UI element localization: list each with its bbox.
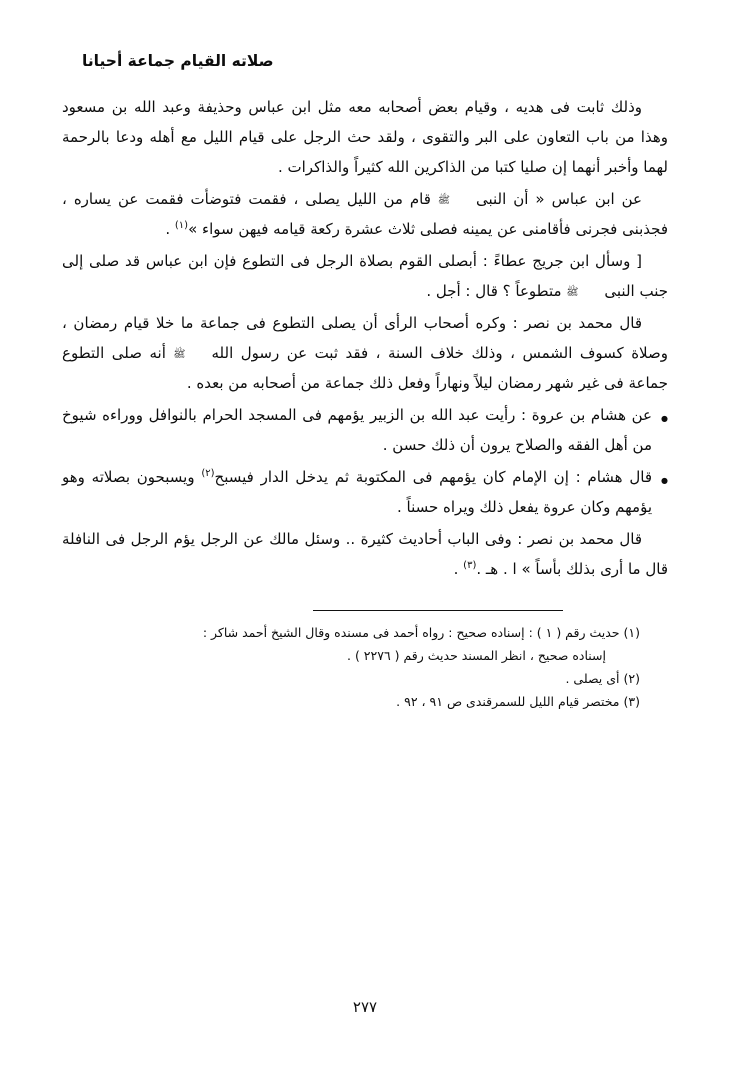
- footnote-1-marker: (١): [623, 625, 640, 640]
- paragraph-6-tail: ويسبحون بصلاته وهو يؤمهم وكان عروة يفعل ذلك ويراه حسناً .: [62, 468, 652, 516]
- footnote-ref-1: (١): [174, 220, 189, 231]
- paragraph-2-post: قام من الليل يصلى ، فقمت فتوضأت فقمت عن يساره ، فجذبنى فجرنى فأقامنى عن يمينه فصلى ثلاث عشرة ركعة قيامه فيهن سواء »: [62, 190, 668, 238]
- footnote-separator: [313, 610, 563, 611]
- paragraph-6-bullet: [62, 462, 668, 522]
- paragraph-4-pre: قال محمد بن نصر : وكره أصحاب الرأى أن يصلى التطوع فى جماعة ما خلا قيام رمضان ، وصلاة كسوف الشمس ، وذلك خلاف السنة ، فقد ثبت عن رسول الله: [62, 314, 668, 362]
- salla-icon: ﷺ: [173, 349, 186, 360]
- paragraph-7-text: قال محمد بن نصر : وفى الباب أحاديث كثيرة .. وسئل مالك عن الرجل يؤم الرجل فى النافلة قال ما أرى بذلك بأساً » ا . هـ .: [62, 530, 668, 578]
- footnote-3: [92, 690, 640, 713]
- footnotes-block: [62, 621, 668, 714]
- paragraph-6-text: قال هشام : إن الإمام كان يؤمهم فى المكتوبة ثم يدخل الدار فيسبح: [214, 468, 653, 486]
- paragraph-1-text: وذلك ثابت فى هديه ، وقيام بعض أصحابه معه مثل ابن عباس وحذيفة وعبد الله بن مسعود وهذا من باب التعاون على البر والتقوى ، ولقد حث الرجل على قيام الليل مع أهله ودعا بالرحمة لهما وأخبر أنهما إن صليا كتبا من الذاكرين الله كثيراً والذاكرات .: [62, 98, 668, 176]
- footnote-2-text: أى يصلى .: [565, 671, 620, 687]
- footnote-3-text: مختصر قيام الليل للسمرقندى ص ٩١ ، ٩٢ .: [396, 694, 620, 710]
- footnote-2-marker: (٢): [623, 671, 640, 687]
- paragraph-2-pre: عن ابن عباس « أن النبى: [476, 190, 643, 208]
- paragraph-5-text: عن هشام بن عروة : رأيت عبد الله بن الزبير يؤمهم فى المسجد الحرام بالنوافل ووراءه شيوخ من أهل الفقه والصلاح يرون أن ذلك حسن .: [62, 406, 652, 454]
- paragraph-3-post: متطوعاً ؟ قال : أجل .: [426, 282, 562, 300]
- footnote-3-marker: (٣): [623, 694, 640, 710]
- paragraph-4-post: أنه صلى التطوع جماعة فى غير شهر رمضان ليلاً ونهاراً وفعل ذلك جماعة من أصحابه من بعده .: [62, 344, 668, 392]
- paragraph-5-bullet: [62, 400, 668, 460]
- paragraph-4: [62, 308, 668, 398]
- paragraph-1: [62, 92, 668, 182]
- footnote-1-continuation: إسناده صحيح ، انظر المسند حديث رقم ( ٢٢٧٦ ) .: [347, 648, 606, 664]
- page-header-title: صلاته القيام جماعة أحيانا: [82, 52, 274, 70]
- footnote-1-text: حديث رقم ( ١ ) : إسناده صحيح : رواه أحمد فى مسنده وقال الشيخ أحمد شاكر :: [202, 625, 620, 640]
- salla-icon: ﷺ: [437, 195, 450, 206]
- page-body: [62, 92, 668, 584]
- salla-icon: ﷺ: [566, 287, 579, 298]
- footnote-2: [92, 667, 640, 690]
- footnote-1: [92, 621, 640, 644]
- page-number: ٢٧٧: [352, 998, 378, 1016]
- footnote-ref-3: (٣): [463, 560, 477, 571]
- paragraph-2: عن ابن عباس « أن النبىﷺ قام من الليل يصلى ، فقمت فتوضأت فقمت عن يساره ، فجذبنى فجرنى فأقامنى عن يمينه فصلى ثلاث عشرة ركعة قيامه فيهن سواء »$^{(١)}$ .: [62, 190, 668, 238]
- paragraph-3-pre: [ وسأل ابن جريج عطاءً : أبصلى القوم بصلاة الرجل فى التطوع فإن ابن عباس قد صلى إلى جنب النبى: [62, 252, 668, 300]
- footnote-ref-2: (٢): [201, 468, 215, 479]
- paragraph-7: قال محمد بن نصر : وفى الباب أحاديث كثيرة .. وسئل مالك عن الرجل يؤم الرجل فى النافلة قال ما أرى بذلك بأساً » ا . هـ .$^{(٣)}$ .: [62, 530, 668, 578]
- paragraph-3: [62, 246, 668, 306]
